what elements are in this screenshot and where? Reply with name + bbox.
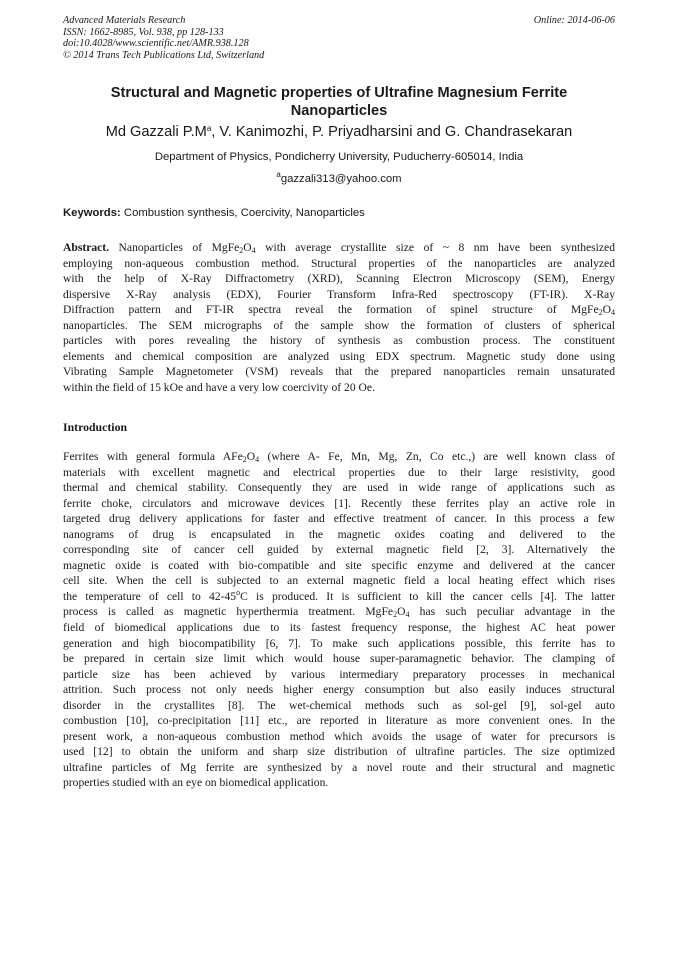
- intro-line: ferrite choke, circulators and microwave devices [1]. Recently these ferrites play an active role in: [63, 496, 615, 510]
- intro-line: targeted drug delivery applications for faster and effective treatment of cancer. In this process a few: [63, 512, 615, 526]
- journal-doi: doi:10.4028/www.scientific.net/AMR.938.128: [63, 38, 249, 50]
- intro-line: nanograms of drug is encapsulated in the magnetic oxides coating and delivered to the: [63, 527, 615, 541]
- online-date: [534, 15, 615, 27]
- author-email: [40, 172, 638, 186]
- abstract-line-text: Nanoparticles of $MgFe_2O_4$ with average crystallite size of ~ 8 nm have been synthesized: [109, 241, 615, 255]
- paper-title-line-1: Structural and Magnetic properties of Ultrafine Magnesium Ferrite: [110, 85, 568, 101]
- intro-line: Ferrites with general formula $AFe_2O_4$ (where A- Fe, Mn, Mg, Zn, Co etc.,) are well known class of: [63, 450, 615, 464]
- paper-title-line-2: Nanoparticles: [290, 103, 388, 119]
- abstract: [63, 240, 615, 395]
- abstract-line: Diffraction pattern and FT-IR spectra reveal the formation of spinel structure of $MgFe_2O_4$: [63, 303, 615, 318]
- intro-line: magnetic oxide is coated with bio-compatible and site specific enzyme and delivered at the cancer: [63, 558, 615, 572]
- intro-line: field of biomedical applications due to its fastest frequency response, the highest AC heat power: [63, 621, 615, 635]
- affiliation: Department of Physics, Pondicherry University, Puducherry-605014, India: [154, 151, 524, 163]
- introduction-body: [63, 449, 615, 791]
- other-authors: , V. Kanimozhi, P. Priyadharsini and G. Chandrasekaran: [211, 124, 573, 140]
- intro-line: properties studied with an eye on biomedical application.: [63, 776, 329, 790]
- abstract-line: with the help of X-Ray Diffractometry (XRD), Scanning Electron Microscopy (SEM), Energy: [63, 272, 615, 286]
- intro-line: process is called as magnetic hyperthermia treatment. $MgFe_2O_4$ has such peculiar advantage in the: [63, 605, 615, 620]
- abstract-label: Abstract.: [63, 241, 110, 254]
- first-author-sup: a: [206, 124, 212, 133]
- intro-line: disorder in the crystallites [8]. The wet-chemical methods such as sol-gel [9], sol-gel auto: [63, 698, 615, 712]
- first-author: Md Gazzali P.M: [105, 124, 207, 140]
- abstract-line: employing non-aqueous combustion method. Structural properties of the nanoparticles are analyzed: [63, 256, 615, 270]
- intro-line: be prepared in certain size limit which would house super-paramagnetic behavior. The clamping of: [63, 652, 615, 666]
- keywords-label: Keywords:: [63, 207, 121, 219]
- intro-line: present work, a non-aqueous combustion method which avoids the usage of water for precursors is: [63, 729, 615, 743]
- abstract-line: within the field of 15 kOe and have a very low coercivity of 20 Oe.: [63, 380, 375, 394]
- intro-line: the temperature of cell to 42-45$^o$C is produced. It is sufficient to kill the cancer cells [4]. The latter: [63, 588, 615, 603]
- abstract-line: Vibrating Sample Magnetometer (VSM) reveals that the prepared nanoparticles remain unsaturated: [63, 365, 615, 379]
- intro-line: particle size has been achieved by various intermediary preparatory processes in mechanical: [63, 667, 615, 681]
- intro-line: ultrafine particles of Mg ferrite are synthesized by a novel route and their structural and magnetic: [63, 760, 615, 774]
- intro-line: materials with excellent magnetic and electrical properties due to their large resistivity, good: [63, 465, 615, 479]
- author-list: [40, 123, 638, 141]
- intro-line: used [12] to obtain the uniform and sharp size distribution of ultrafine particles. The size optimized: [63, 745, 615, 759]
- intro-line: generation and high biocompatibility [6, 7]. To make such applications possible, this ferrite has to: [63, 636, 615, 650]
- journal-name: Advanced Materials Research: [63, 15, 186, 26]
- keywords: [63, 206, 615, 220]
- intro-line: thermal and chemical stability. Consequently they are used in wide range of applications such as: [63, 481, 615, 495]
- intro-line: combustion [10], co-precipitation [11] etc., are reported in literature as more convenient ones. In the: [63, 714, 615, 728]
- email-address: gazzali313@yahoo.com: [280, 173, 402, 185]
- paper-title: [63, 84, 615, 120]
- keywords-text: Combustion synthesis, Coercivity, Nanoparticles: [120, 207, 365, 219]
- abstract-line: [63, 240, 615, 256]
- online-date-text: Online: 2014-06-06: [533, 15, 615, 26]
- abstract-line: dispersive X-Ray analysis (EDX), Fourier Transform Infra-Red spectroscopy (FT-IR). X-Ray: [63, 287, 615, 301]
- section-heading-introduction: Introduction: [63, 420, 128, 434]
- journal-copyright: © 2014 Trans Tech Publications Ltd, Switzerland: [63, 49, 265, 61]
- intro-line: cell site. When the cell is subjected to an external magnetic field a local heating effect which rises: [63, 574, 615, 588]
- email-sup: a: [276, 170, 281, 179]
- journal-header: [63, 15, 264, 61]
- abstract-line: elements and chemical composition are analyzed using EDX spectrum. Magnetic study done using: [63, 349, 615, 363]
- intro-line: corresponding site of cancer cell guided by external magnetic field [2, 3]. Alternatively the: [63, 543, 615, 557]
- abstract-line: particles with pores revealing the history of synthesis as combustion process. The constituent: [63, 334, 615, 348]
- intro-line: attrition. Such process not only needs higher energy consumption but also easily induces structural: [63, 683, 615, 697]
- abstract-line: nanoparticles. The SEM micrographs of the sample show the formation of clusters of spherical: [63, 318, 615, 332]
- journal-issn: ISSN: 1662-8985, Vol. 938, pp 128-133: [63, 26, 224, 38]
